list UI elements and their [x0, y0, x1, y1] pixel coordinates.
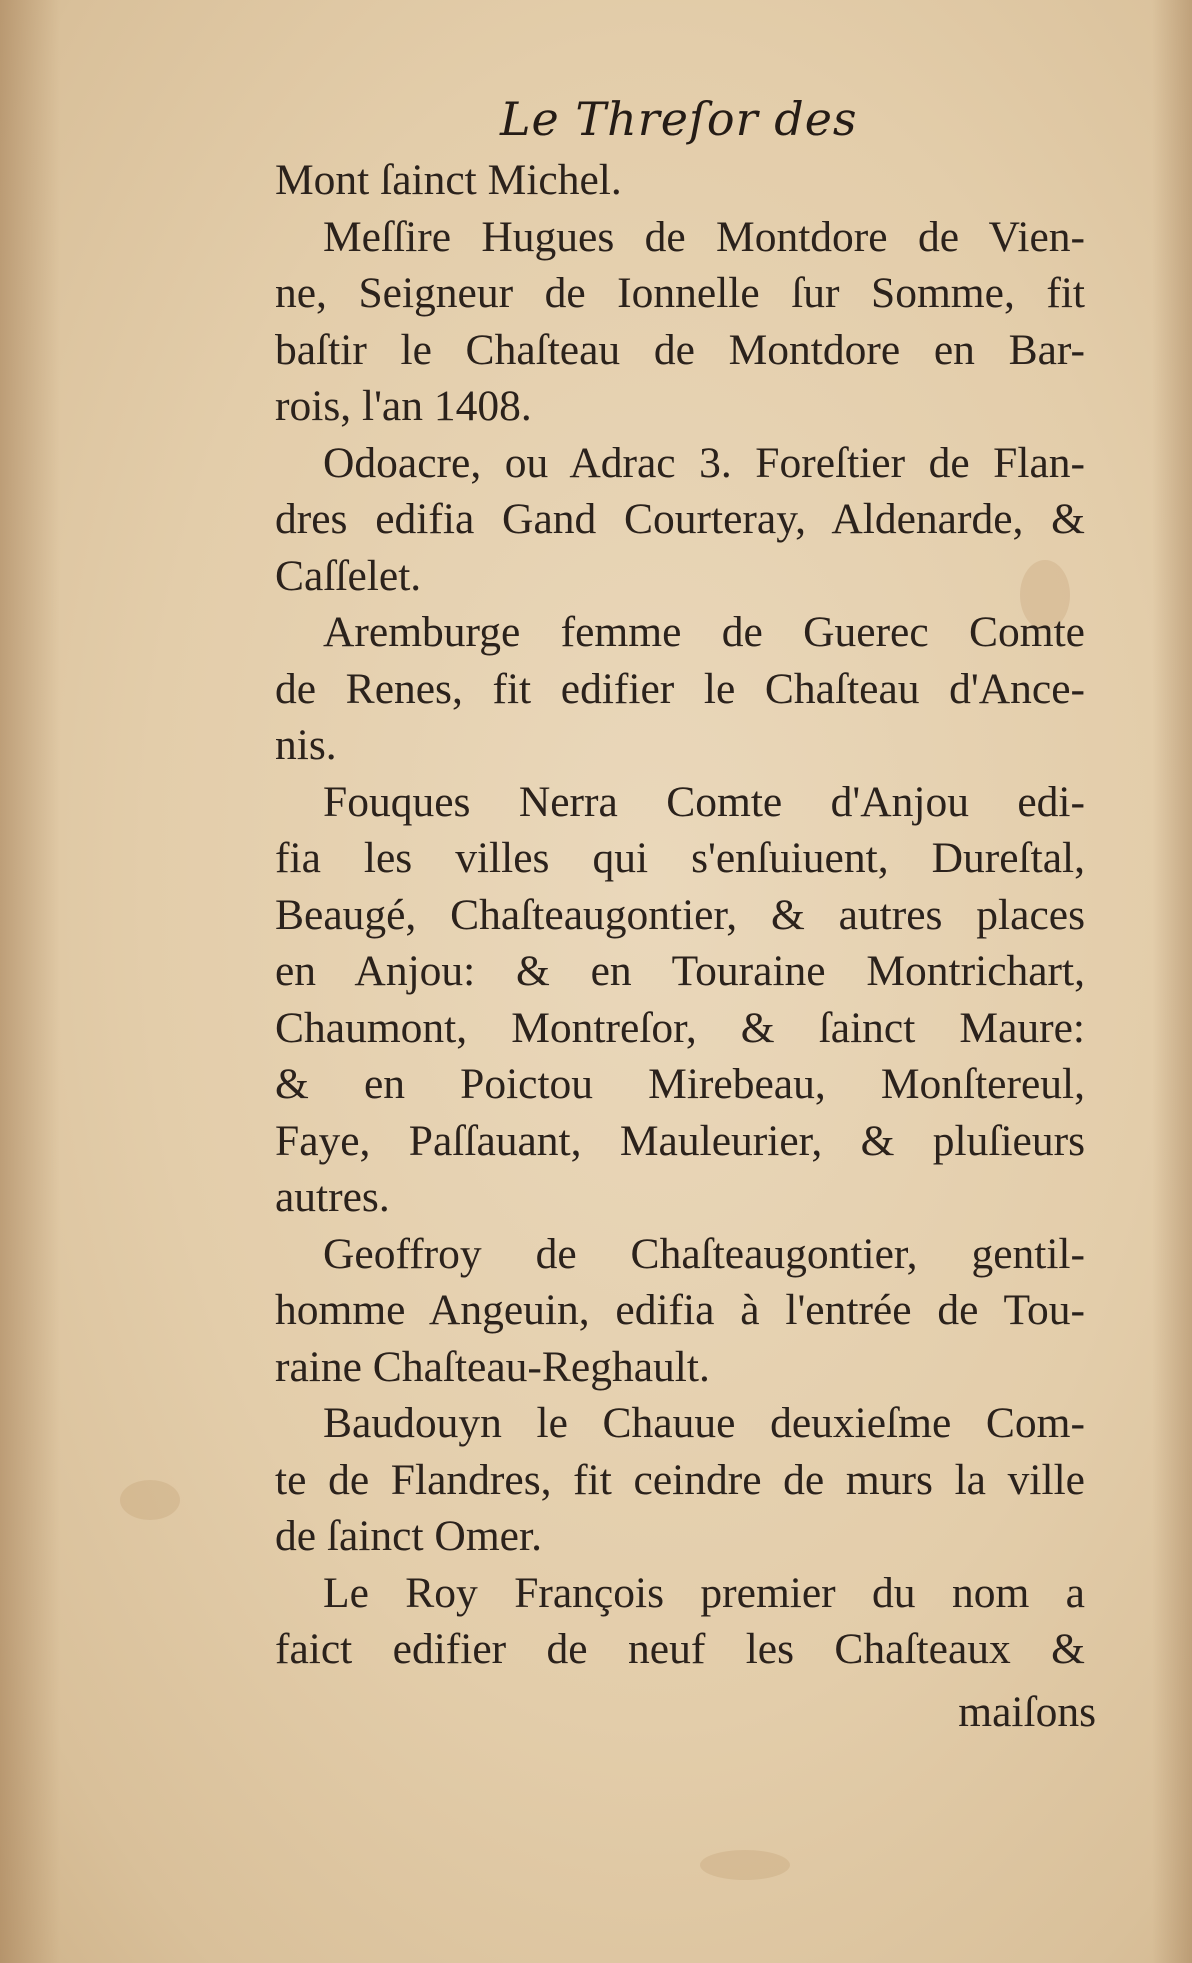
running-head: Le Threſor des — [500, 92, 858, 146]
text-line: faict edifier de neuf les Chaſteaux & — [275, 1625, 1085, 1673]
text-line: Fouques Nerra Comte d'Anjou edi- — [323, 777, 1085, 826]
text-line: nis. — [275, 721, 337, 769]
text-line: en Anjou: & en Touraine Montrichart, — [275, 947, 1085, 995]
text-line: Geoffroy de Chaſteaugontier, gentil- — [323, 1229, 1085, 1278]
text-line: dres edifia Gand Courteray, Aldenarde, & — [275, 495, 1085, 543]
text-line: de ſainct Omer. — [275, 1512, 542, 1560]
text-line: fia les villes qui s'enſuiuent, Dureſtal, — [275, 834, 1085, 882]
edge-shadow — [1152, 0, 1192, 1963]
text-line: Odoacre, ou Adrac 3. Foreſtier de Flan- — [323, 438, 1085, 487]
text-line: baſtir le Chaſteau de Montdore en Bar- — [275, 325, 1085, 374]
paper-stain — [120, 1480, 180, 1520]
page-text — [275, 152, 1085, 1678]
text-line: & en Poictou Mirebeau, Monſtereul, — [275, 1060, 1085, 1108]
paper-stain — [700, 1850, 790, 1880]
text-line: Mont ſainct Michel. — [275, 156, 622, 204]
text-line: Faye, Paſſauant, Mauleurier, & pluſieurs — [275, 1116, 1085, 1165]
text-line: autres. — [275, 1173, 390, 1221]
text-line: Caſſelet. — [275, 551, 422, 600]
text-line: de Renes, fit edifier le Chaſteau d'Ance- — [275, 664, 1085, 713]
text-line: Aremburge femme de Guerec Comte — [323, 608, 1085, 656]
text-line: ne, Seigneur de Ionnelle ſur Somme, fit — [275, 269, 1085, 317]
text-line: te de Flandres, fit ceindre de murs la ville — [275, 1455, 1085, 1504]
catchword: maiſons — [958, 1688, 1096, 1736]
text-line: Baudouyn le Chauue deuxieſme Com- — [323, 1399, 1085, 1447]
text-line: Meſſire Hugues de Montdore de Vien- — [323, 212, 1085, 261]
text-line: rois, l'an 1408. — [275, 382, 532, 430]
text-line: raine Chaſteau-Reghault. — [275, 1342, 710, 1391]
text-line: Chaumont, Montreſor, & ſainct Maure: — [275, 1003, 1085, 1052]
gutter-shadow — [0, 0, 60, 1963]
text-line: homme Angeuin, edifia à l'entrée de Tou- — [275, 1286, 1085, 1334]
text-line: Beaugé, Chaſteaugontier, & autres places — [275, 890, 1085, 939]
text-line: Le Roy François premier du nom a — [323, 1568, 1085, 1617]
